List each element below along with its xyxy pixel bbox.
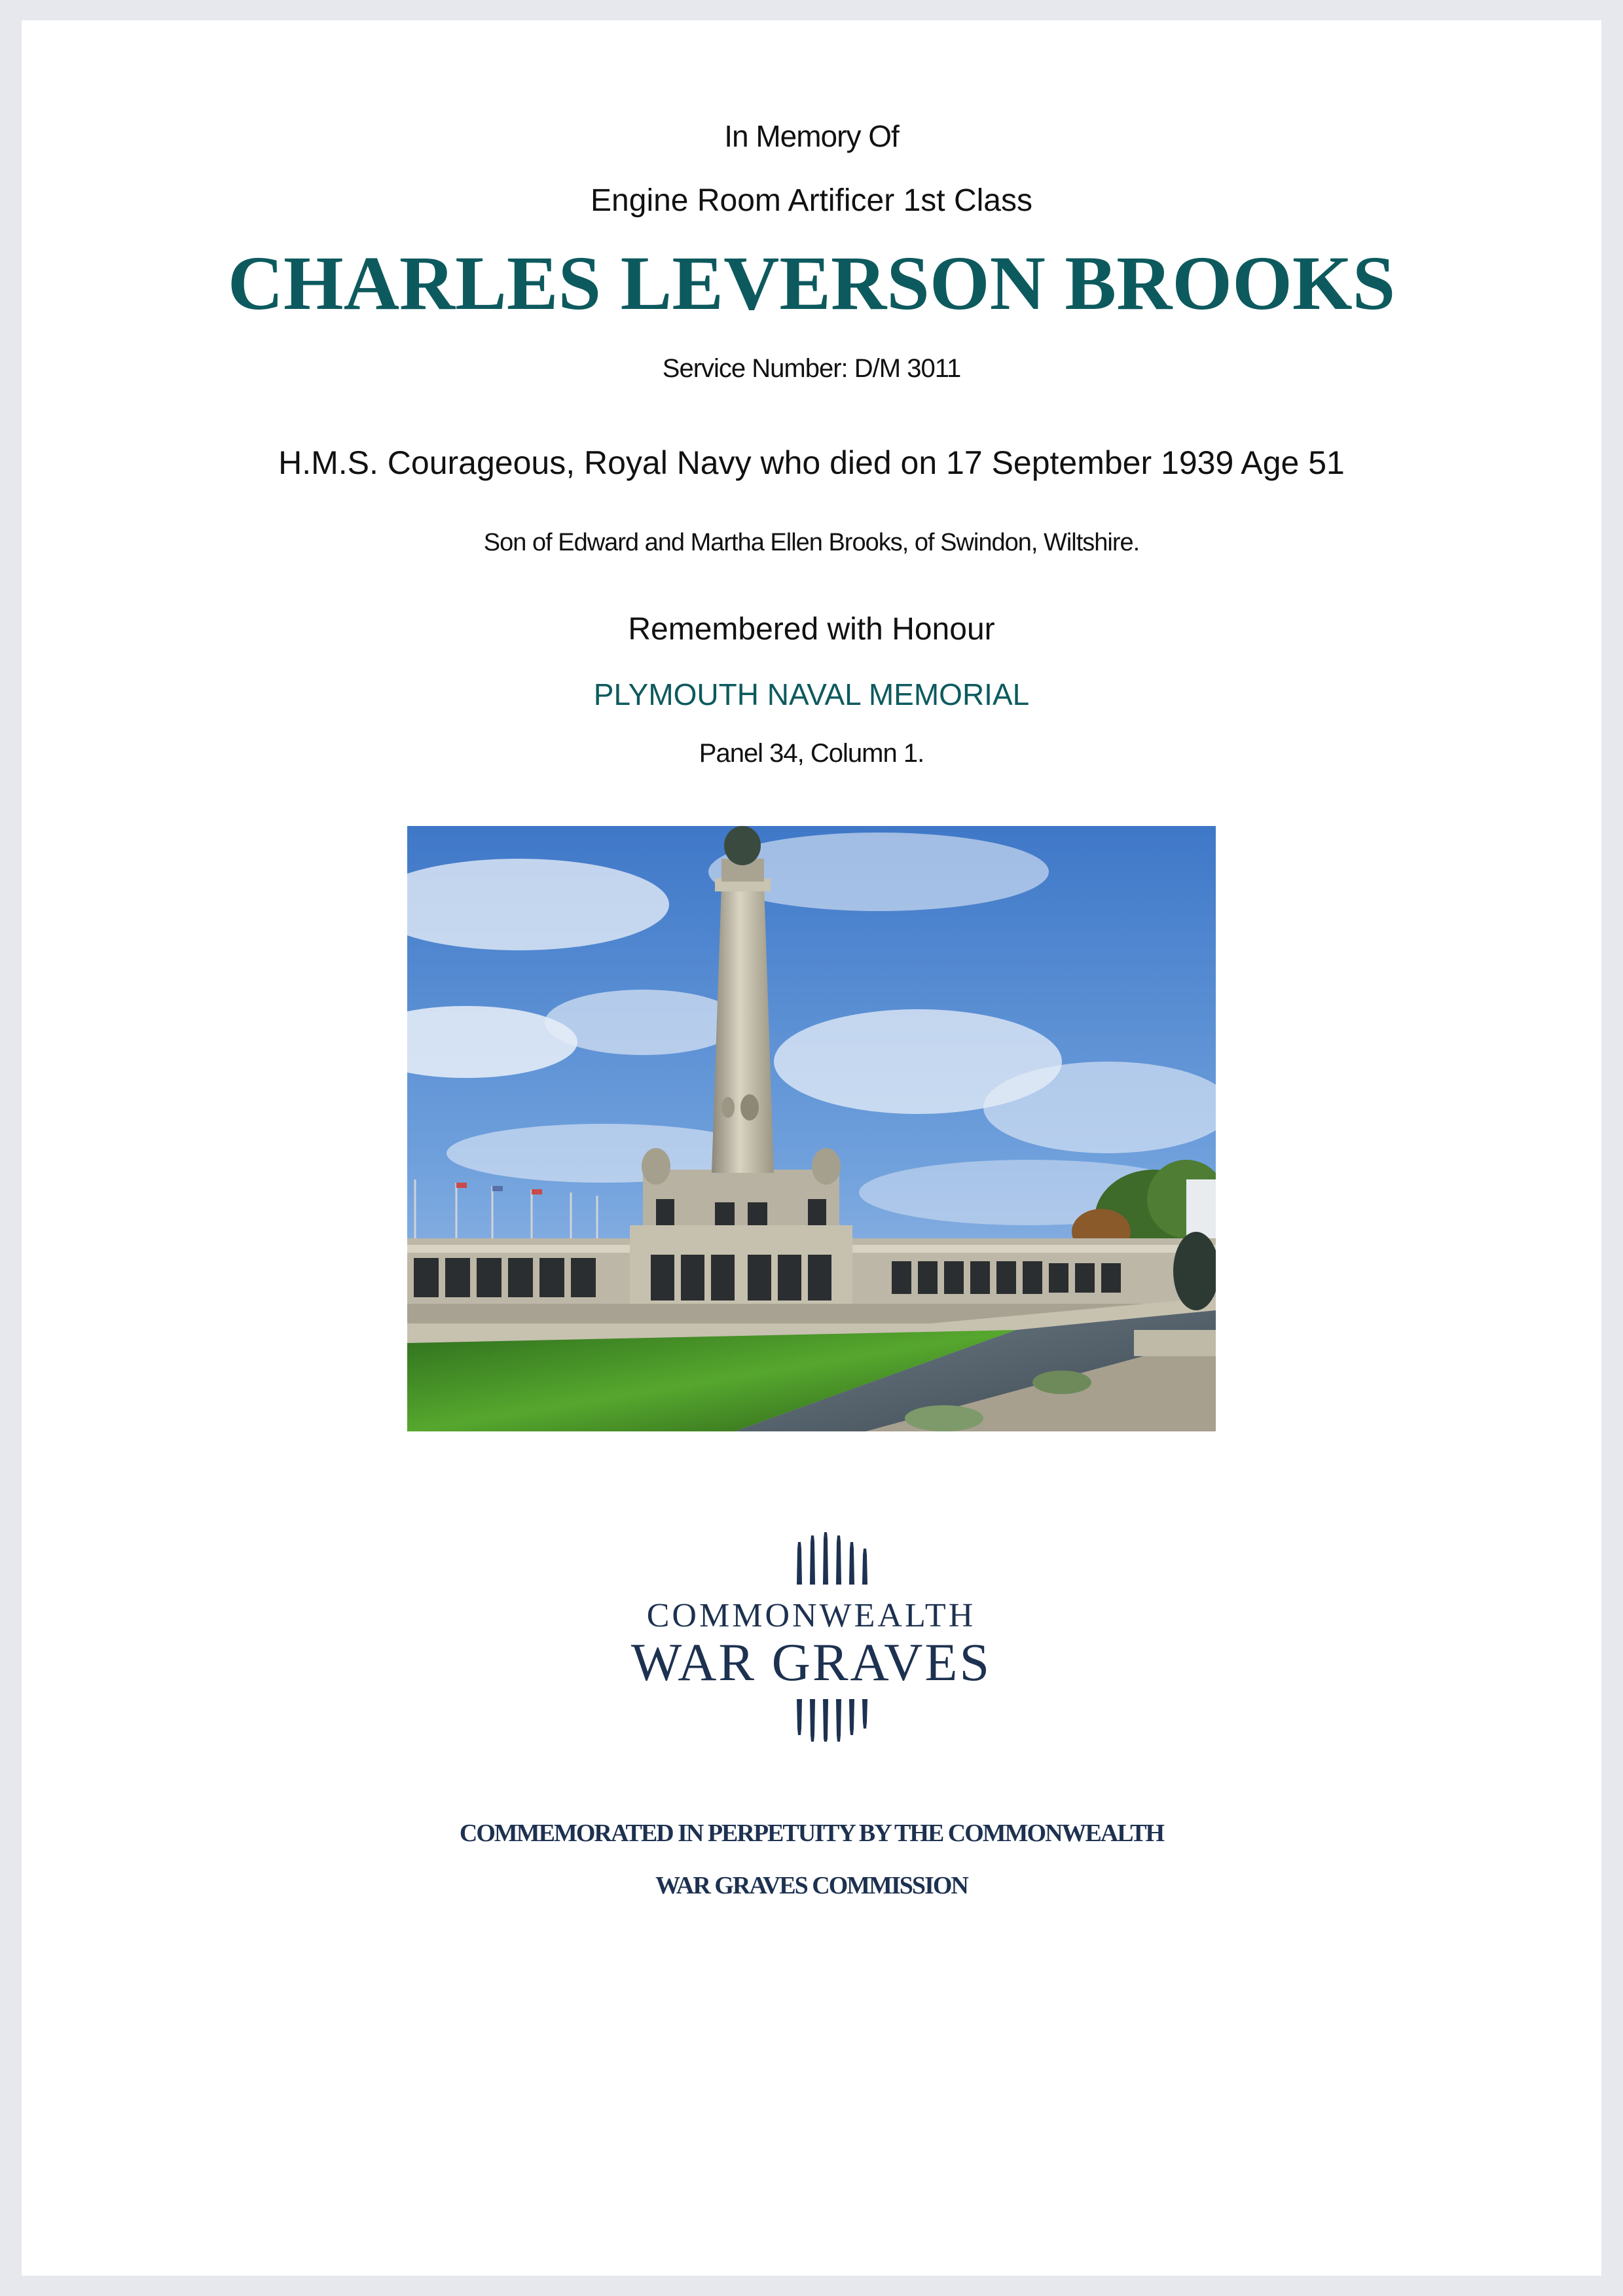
remembered-text: Remembered with Honour [628,612,995,647]
memorial-name: PLYMOUTH NAVAL MEMORIAL [593,677,1030,711]
logo-text-commonwealth: COMMONWEALTH [646,1597,976,1634]
commission-statement-line-2: WAR GRAVES COMMISSION [655,1872,968,1899]
service-number: Service Number: D/M 3011 [662,354,961,383]
family-text: Son of Edward and Martha Ellen Brooks, of Swindon, Wiltshire. [483,529,1140,556]
unit-and-death-text: H.M.S. Courageous, Royal Navy who died on 17 September 1939 Age 51 [278,444,1345,481]
memorial-photo [407,826,1216,1431]
cwgc-logo [615,1519,1008,1742]
commission-statement-line-1: COMMEMORATED IN PERPETUITY BY THE COMMONWEALTH [459,1820,1164,1847]
logo-text-war-graves: WAR GRAVES [630,1632,992,1692]
in-memory-heading: In Memory Of [724,119,899,153]
certificate-page [22,20,1601,2276]
rank-text: Engine Room Artificer 1st Class [591,183,1032,218]
casualty-name: CHARLES LEVERSON BROOKS [227,240,1396,326]
panel-reference: Panel 34, Column 1. [699,739,924,768]
